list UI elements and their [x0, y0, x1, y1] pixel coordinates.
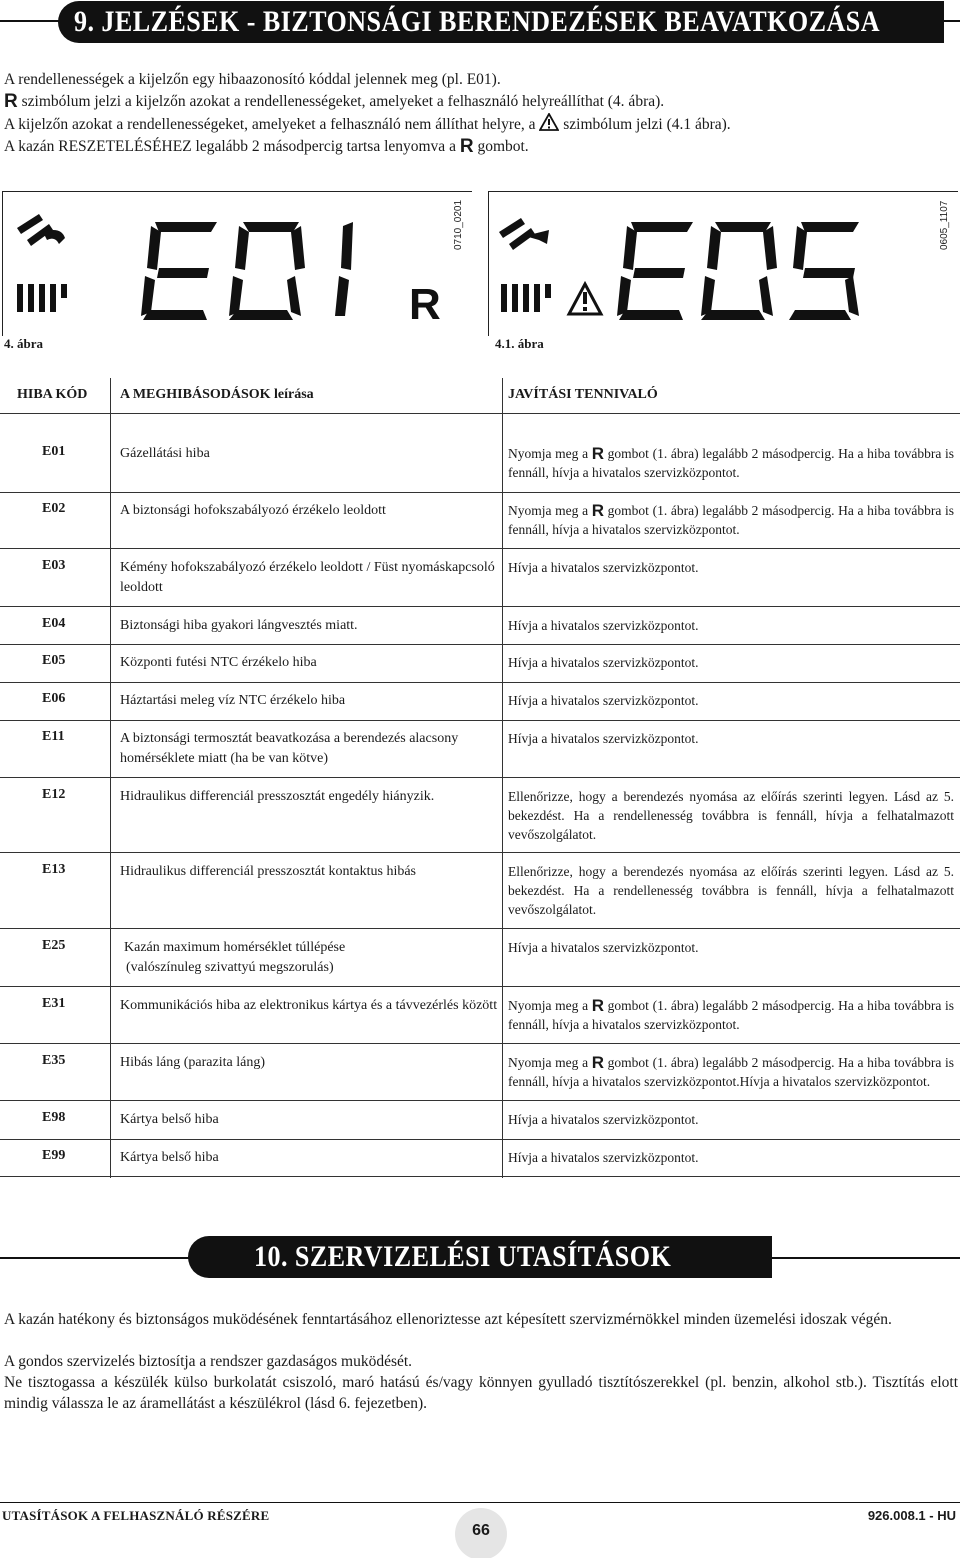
error-action: [508, 1053, 954, 1091]
error-code: E05: [42, 653, 66, 668]
error-action: Hívja a hivatalos szervizközpontot.: [508, 693, 699, 708]
section-10-title: 10. SZERVIZELÉSI UTASÍTÁSOK: [254, 1240, 672, 1273]
error-action: Hívja a hivatalos szervizközpontot.: [508, 655, 699, 670]
row-rule: [0, 548, 960, 549]
error-action: Hívja a hivatalos szervizközpontot.: [508, 1150, 699, 1165]
row-rule: [0, 852, 960, 853]
error-code: E03: [42, 558, 66, 573]
flame-icon: [17, 214, 65, 246]
intro-line-4: [4, 136, 529, 158]
reset-r-icon: R: [459, 136, 474, 157]
error-action: Hívja a hivatalos szervizközpontot.: [508, 618, 699, 633]
action-text: gombot (1. ábra) legalább 2 másodpercig. Ha a hiba továbbra is fennáll, hívja a hivatalos szervizközpontot.: [508, 998, 954, 1032]
digit-0: [701, 222, 777, 320]
error-action: Hívja a hivatalos szervizközpontot.: [508, 1112, 699, 1127]
reset-r-symbol: R: [409, 280, 441, 329]
error-action: [508, 501, 954, 539]
action-text: gombot (1. ábra) legalább 2 másodpercig. Ha a hiba továbbra is fennáll, hívja a hivatalos szervizközpontot.Hívja a hivatalos szervizközpontot.: [508, 1055, 954, 1089]
error-action: Hívja a hivatalos szervizközpontot.: [508, 731, 699, 746]
intro-line-4b: gombot.: [473, 138, 529, 155]
error-description: Központi futési NTC érzékelo hiba: [120, 655, 317, 670]
section-10-heading: [188, 1236, 772, 1278]
action-text: Nyomja meg a: [508, 446, 592, 461]
header-description: A MEGHIBÁSODÁSOK leírása: [120, 387, 314, 402]
error-description: Kártya belső hiba: [120, 1150, 219, 1165]
intro-line-3: [4, 113, 731, 136]
error-description: Hidraulikus differenciál presszosztát engedély hiányzik.: [120, 789, 435, 804]
table-bottom-rule: [0, 1176, 960, 1177]
row-rule: [0, 492, 960, 493]
figure-code: 0605_1107: [939, 200, 950, 250]
service-paragraph-3: Ne tisztogassa a készülék külso burkolatát csiszoló, maró hatású és/vagy könnyen gyulladó tisztítószerekkel (pl. benzin, alkohol stb.). Tisztítás elott mindig válassza le az áramellátást a készülékrol (lásd 6. fejezetben).: [4, 1374, 958, 1412]
row-rule: [0, 777, 960, 778]
page-number: 66: [472, 1522, 490, 1539]
digit-0: [229, 222, 305, 320]
error-code: E99: [42, 1148, 66, 1163]
error-description: Háztartási meleg víz NTC érzékelo hiba: [120, 693, 346, 708]
error-code: E11: [42, 729, 65, 744]
row-rule: [0, 606, 960, 607]
digit-1: [335, 222, 353, 316]
error-description: A biztonsági hofokszabályozó érzékelo leoldott: [120, 503, 386, 518]
intro-line-3b: szimbólum jelzi (4.1 ábra).: [559, 116, 731, 133]
error-action: Hívja a hivatalos szervizközpontot.: [508, 940, 699, 955]
action-text: gombot (1. ábra) legalább 2 másodpercig. Ha a hiba továbbra is fennáll, hívja a hivatalos szervizközpontot.: [508, 446, 954, 480]
error-code: E01: [42, 444, 66, 459]
row-rule: [0, 986, 960, 987]
error-code: E06: [42, 691, 66, 706]
figure-4: [2, 191, 472, 336]
service-paragraph-2: A gondos szervizelés biztosítja a rendszer gazdaságos muködését.: [4, 1353, 413, 1370]
intro-line-3a: A kijelzőn azokat a rendellenességeket, amelyeket a felhasználó nem állíthat helyre, a: [4, 116, 540, 133]
error-description: Hidraulikus differenciál presszosztát kontaktus hibás: [120, 864, 416, 879]
section-9-title: 9. JELZÉSEK - BIZTONSÁGI BERENDEZÉSEK BEAVATKOZÁSA: [74, 5, 880, 38]
figure-code: 0710_0201: [453, 199, 464, 250]
row-rule: [0, 720, 960, 721]
row-rule: [0, 1139, 960, 1140]
error-code: E04: [42, 616, 66, 631]
page-number-badge: [455, 1508, 507, 1558]
row-rule: [0, 644, 960, 645]
figure-4-1-caption: 4.1. ábra: [495, 336, 544, 351]
service-paragraph-1: A kazán hatékony és biztonságos muködésének fenntartásához ellenoriztesse azt képesített szervizmérnökkel minden üzemelési idoszak végén.: [4, 1311, 892, 1328]
action-text: gombot (1. ábra) legalább 2 másodpercig. Ha a hiba továbbra is fennáll, hívja a hivatalos szervizközpontot.: [508, 503, 954, 537]
error-action: [508, 444, 954, 482]
error-code: E12: [42, 787, 66, 802]
error-description: Kártya belső hiba: [120, 1112, 219, 1127]
error-description: Gázellátási hiba: [120, 446, 210, 461]
error-description: Kommunikációs hiba az elektronikus kártya és a távvezérlés között: [120, 998, 498, 1013]
display-e01: [3, 192, 473, 337]
figure-4-1: [488, 191, 958, 336]
error-action: Hívja a hivatalos szervizközpontot.: [508, 560, 699, 575]
row-rule: [0, 1043, 960, 1044]
error-code: E98: [42, 1110, 66, 1125]
action-text: Nyomja meg a: [508, 1055, 592, 1070]
digit-e: [617, 222, 693, 320]
intro-line-2: [4, 91, 664, 113]
display-e05: [489, 192, 959, 337]
error-action: Ellenőrizze, hogy a berendezés nyomása az előírás szerinti legyen. Lásd az 5. bekezdést. Ha a rendellenesség továbbra is fennáll, hívja a felhatalmazott vevőszolgálatot.: [508, 864, 954, 917]
table-divider: [110, 378, 111, 1178]
radiator-icon: [17, 284, 67, 312]
error-code: E31: [42, 996, 66, 1011]
reset-r-icon: R: [591, 1053, 605, 1072]
header-action: JAVÍTÁSI TENNIVALÓ: [508, 387, 658, 402]
row-rule: [0, 1100, 960, 1101]
reset-r-icon: R: [591, 996, 605, 1015]
description-line: Kazán maximum homérséklet túllépése: [124, 940, 346, 955]
table-header-rule: [0, 413, 960, 414]
radiator-icon: [501, 284, 551, 312]
digit-e: [141, 222, 217, 320]
warning-triangle-icon: [539, 113, 559, 131]
intro-line-1: A rendellenességek a kijelzőn egy hibaazonosító kóddal jelennek meg (pl. E01).: [4, 71, 501, 88]
reset-r-icon: R: [4, 91, 18, 112]
description-line: (valószínuleg szivattyú megszorulás): [126, 959, 334, 975]
table-divider: [502, 378, 503, 1178]
error-description: Hibás láng (parazita láng): [120, 1055, 265, 1070]
error-description: A biztonsági termosztát beavatkozása a berendezés alacsony homérséklete miatt (ha be van kötve): [120, 731, 459, 766]
footer-rule: [0, 1502, 960, 1503]
figure-4-caption: 4. ábra: [4, 336, 43, 351]
row-rule: [0, 682, 960, 683]
error-code: E35: [42, 1053, 66, 1068]
error-code: E13: [42, 862, 66, 877]
action-text: Nyomja meg a: [508, 503, 592, 518]
row-rule: [0, 928, 960, 929]
reset-r-icon: R: [591, 501, 605, 520]
intro-line-2-text: szimbólum jelzi a kijelzőn azokat a rendellenességeket, amelyeket a felhasználó helyreállíthat (4. ábra).: [17, 93, 665, 110]
document-code: 926.008.1 - HU: [867, 1508, 956, 1523]
error-code: E25: [42, 938, 66, 953]
flame-icon: [499, 218, 549, 250]
reset-r-icon: R: [591, 444, 605, 463]
footer-title: UTASÍTÁSOK A FELHASZNÁLÓ RÉSZÉRE: [2, 1508, 270, 1523]
error-description: Kémény hofokszabályozó érzékelo leoldott / Füst nyomáskapcsoló leoldott: [120, 560, 495, 595]
warning-triangle-icon: [569, 284, 601, 314]
intro-line-4a: A kazán RESZETELÉSÉHEZ legalább 2 másodpercig tartsa lenyomva a: [4, 138, 460, 155]
action-text: Nyomja meg a: [508, 998, 592, 1013]
digit-5: [789, 222, 859, 320]
error-action: [508, 996, 954, 1034]
header-code: HIBA KÓD: [17, 387, 88, 402]
error-description: [124, 938, 504, 977]
error-description: Biztonsági hiba gyakori lángvesztés miatt.: [120, 618, 358, 633]
section-9-heading: [58, 1, 944, 43]
error-code: E02: [42, 501, 66, 516]
error-action: Ellenőrizze, hogy a berendezés nyomása az előírás szerinti legyen. Lásd az 5. bekezdést. Ha a rendellenesség továbbra is fennáll, hívja a felhatalmazott vevőszolgálatot.: [508, 789, 954, 842]
